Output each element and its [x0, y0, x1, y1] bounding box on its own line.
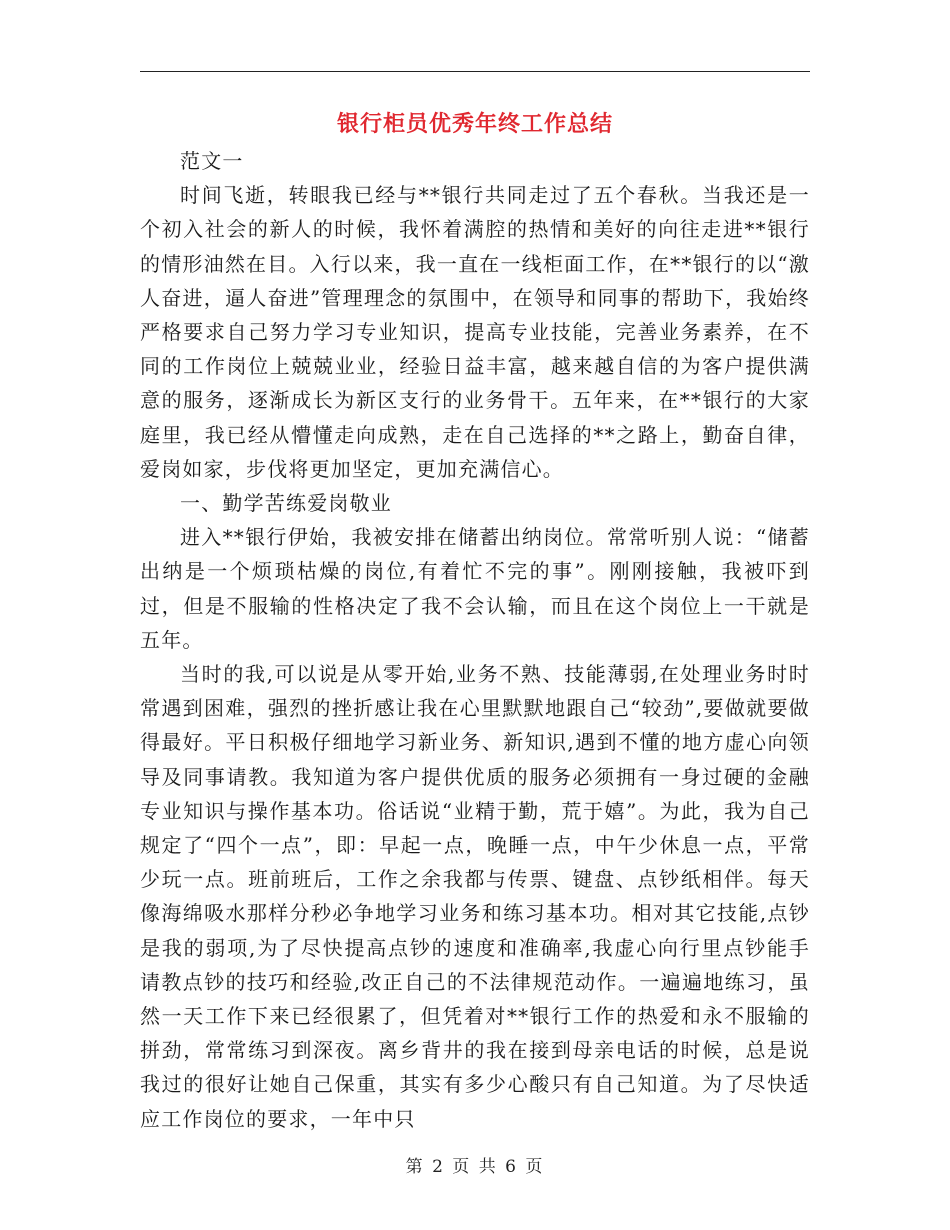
body-paragraph: 时间飞逝，转眼我已经与**银行共同走过了五个春秋。当我还是一个初入社会的新人的时候，我怀着满腔的热情和美好的向往走进**银行的情形油然在目。入行以来，我一直在一线柜面工作，在**银行的以“激人奋进，逼人奋进”管理理念的氛围中，在领导和同事的帮助下，我始终严格要求自己努力学习专业知识，提高专业技能，完善业务素养，在不同的工作岗位上兢兢业业，经验日益丰富，越来越自信的为客户提供满意的服务，逐渐成长为新区支行的业务骨干。五年来，在**银行的大家庭里，我已经从懵懂走向成熟，走在自己选择的**之路上，勤奋自律，爱岗如家，步伐将更加坚定，更加充满信心。: [140, 183, 810, 481]
header-rule: [140, 71, 810, 72]
section-heading: 一、勤学苦练爱岗敬业: [180, 491, 392, 516]
document-body: [140, 144, 810, 1136]
page-number-footer: 第 2 页 共 6 页: [405, 1157, 545, 1177]
document-title: 银行柜员优秀年终工作总结: [336, 112, 613, 137]
body-paragraph: 进入**银行伊始，我被安排在储蓄出纳岗位。常常听别人说：“储蓄出纳是一个烦琐枯燥的岗位,有着忙不完的事”。刚刚接触，我被吓到过，但是不服输的性格决定了我不会认输，而且在这个岗位上一干就是五年。: [140, 525, 810, 652]
section-label: 范文一: [180, 149, 244, 173]
body-paragraph: 当时的我,可以说是从零开始,业务不熟、技能薄弱,在处理业务时时常遇到困难，强烈的挫折感让我在心里默默地跟自己“较劲”,要做就要做得最好。平日积极仔细地学习新业务、新知识,遇到不懂的地方虚心向领导及同事请教。我知道为客户提供优质的服务必须拥有一身过硬的金融专业知识与操作基本功。俗话说“业精于勤，荒于嬉”。为此，我为自己规定了“四个一点”，即：早起一点，晚睡一点，中午少休息一点，平常少玩一点。班前班后，工作之余我都与传票、键盘、点钞纸相伴。每天像海绵吸水那样分秒必争地学习业务和练习基本功。相对其它技能,点钞是我的弱项,为了尽快提高点钞的速度和准确率,我虚心向行里点钞能手请教点钞的技巧和经验,改正自己的不法律规范动作。一遍遍地练习，虽然一天工作下来已经很累了，但凭着对**银行工作的热爱和永不服输的拼劲，常常练习到深夜。离乡背井的我在接到母亲电话的时候，总是说我过的很好让她自己保重，其实有多少心酸只有自己知道。为了尽快适应工作岗位的要求，一年中只: [140, 662, 810, 1131]
